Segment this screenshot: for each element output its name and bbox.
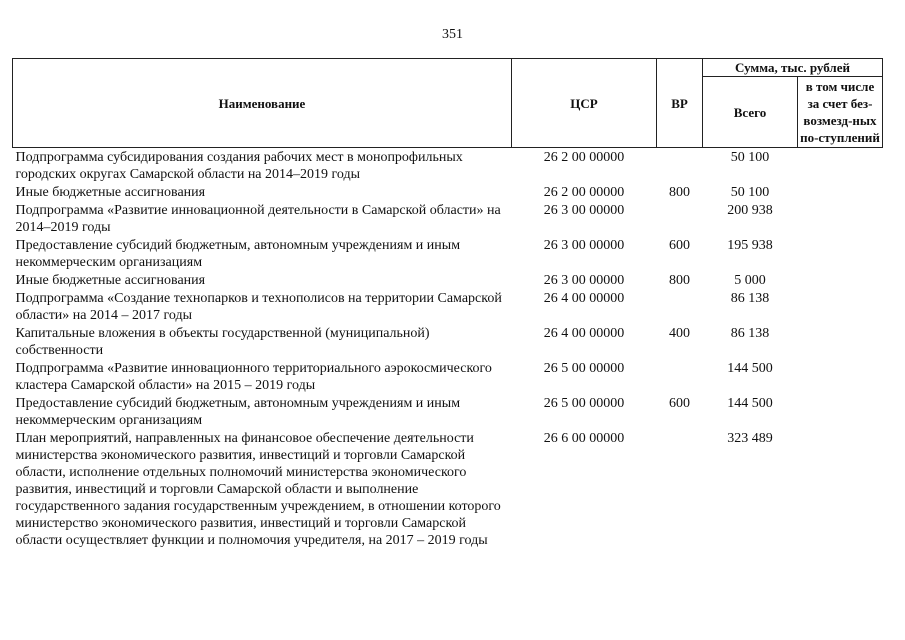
row-csr: 26 5 00 00000: [543, 396, 625, 411]
table-header: [13, 59, 883, 148]
row-name: Подпрограмма «Развитие инновационного территориального аэрокосмического кластера Самарской области» на 2015 – 2019 годы: [15, 361, 492, 393]
row-total: 50 100: [730, 185, 770, 200]
row-vr: 600: [669, 238, 690, 253]
row-vr: [657, 289, 703, 324]
header-total: Всего: [703, 77, 798, 148]
row-free: [798, 394, 883, 429]
row-free: [798, 201, 883, 236]
table-body: [13, 148, 883, 550]
row-total: 200 938: [727, 203, 773, 218]
row-vr: 600: [669, 396, 690, 411]
row-vr: [657, 148, 703, 184]
row-name: Подпрограмма «Развитие инновационной деятельности в Самарской области» на 2014–2019 годы: [15, 203, 501, 235]
table-row: [13, 289, 883, 324]
row-free: [798, 148, 883, 184]
table-row: [13, 236, 883, 271]
header-sum: Сумма, тыс. рублей: [703, 59, 883, 77]
row-free: [798, 429, 883, 549]
row-csr: 26 5 00 00000: [543, 361, 625, 376]
header-vr: ВР: [657, 59, 703, 148]
header-name: Наименование: [13, 59, 512, 148]
row-vr: 800: [669, 273, 690, 288]
table-row: [13, 359, 883, 394]
row-free: [798, 324, 883, 359]
header-csr: ЦСР: [512, 59, 657, 148]
row-name: Капитальные вложения в объекты государственной (муниципальной) собственности: [15, 326, 430, 358]
row-free: [798, 183, 883, 201]
row-free: [798, 289, 883, 324]
row-name: Подпрограмма субсидирования создания рабочих мест в монопрофильных городских округах Самарской области на 2014–2019 годы: [15, 150, 463, 182]
row-name: Предоставление субсидий бюджетным, автономным учреждениям и иным некоммерческим организациям: [15, 238, 461, 270]
row-vr: 400: [669, 326, 690, 341]
row-name: Подпрограмма «Создание технопарков и технополисов на территории Самарской области» на 2014 – 2017 годы: [15, 291, 502, 323]
row-csr: 26 6 00 00000: [543, 431, 625, 446]
row-name: Иные бюджетные ассигнования: [15, 273, 206, 288]
header-free: в том числе за счет без-возмезд-ных по-ступлений: [798, 77, 883, 148]
row-name: План мероприятий, направленных на финансовое обеспечение деятельности министерства экономического развития, инвестиций и торговли Самарской области, исполнение отдельных полномочий министерства экономического развития, инвестиций и торговли Самарской области и выполнение государственного задания государственным учреждением, в отношении которого министерство экономического развития, инвестиций и торговли Самарской области осуществляет функции и полномочия учредителя, на 2017 – 2019 годы: [15, 431, 501, 548]
table-row: [13, 148, 883, 184]
row-csr: 26 4 00 00000: [543, 326, 625, 341]
row-csr: 26 3 00 00000: [543, 238, 625, 253]
row-total: 86 138: [730, 291, 770, 306]
row-csr: 26 3 00 00000: [543, 273, 625, 288]
row-total: 144 500: [727, 396, 773, 411]
row-name: Иные бюджетные ассигнования: [15, 185, 206, 200]
row-vr: [657, 429, 703, 549]
table-row: [13, 429, 883, 549]
table-row: [13, 183, 883, 201]
row-total: 50 100: [730, 150, 770, 165]
row-total: 5 000: [734, 273, 766, 288]
row-csr: 26 2 00 00000: [543, 150, 625, 165]
budget-table: [12, 58, 883, 549]
row-free: [798, 236, 883, 271]
row-vr: 800: [669, 185, 690, 200]
row-vr: [657, 201, 703, 236]
table-row: [13, 394, 883, 429]
row-csr: 26 2 00 00000: [543, 185, 625, 200]
row-free: [798, 271, 883, 289]
table-row: [13, 201, 883, 236]
table-row: [13, 271, 883, 289]
row-total: 195 938: [727, 238, 773, 253]
row-csr: 26 3 00 00000: [543, 203, 625, 218]
row-csr: 26 4 00 00000: [543, 291, 625, 306]
row-free: [798, 359, 883, 394]
row-total: 144 500: [727, 361, 773, 376]
row-total: 323 489: [727, 431, 773, 446]
table-row: [13, 324, 883, 359]
row-total: 86 138: [730, 326, 770, 341]
page-number: 351: [442, 27, 463, 42]
row-vr: [657, 359, 703, 394]
row-name: Предоставление субсидий бюджетным, автономным учреждениям и иным некоммерческим организациям: [15, 396, 461, 428]
